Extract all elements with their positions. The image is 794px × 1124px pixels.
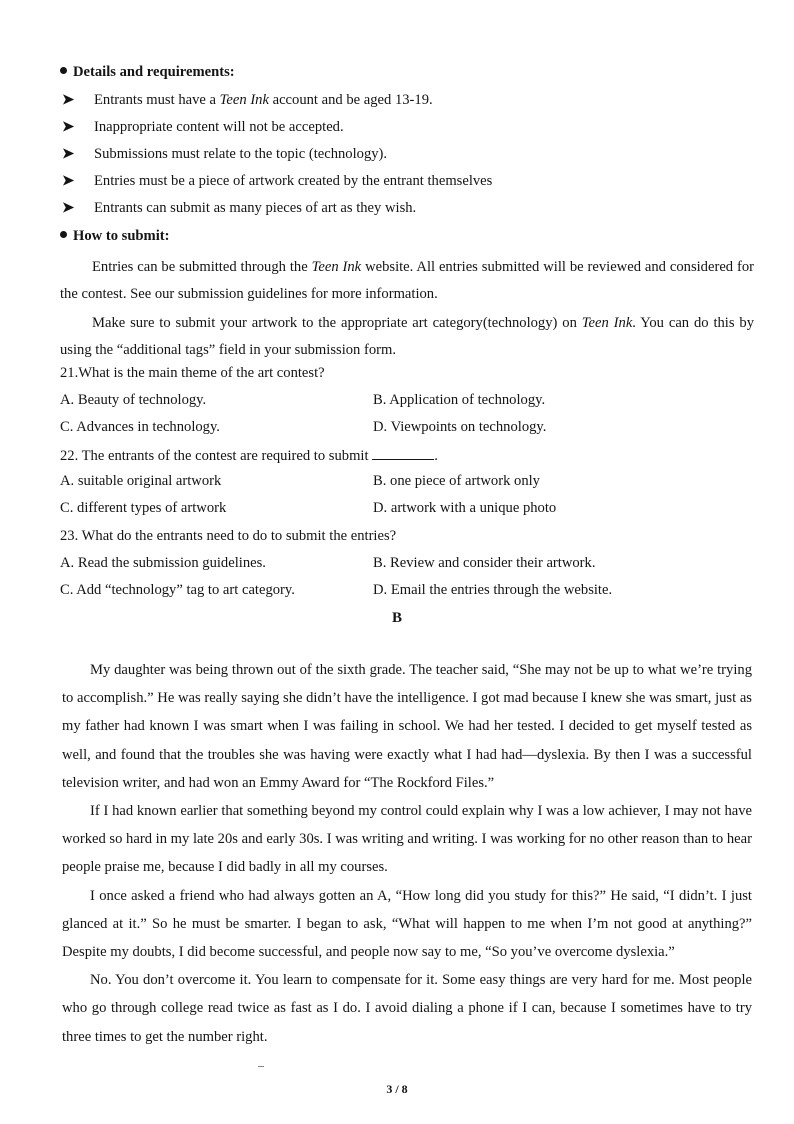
page-number: 3 / 8 xyxy=(386,1082,408,1096)
passage-paragraph: I once asked a friend who had always gotten an A, “How long did you study for this?” He said, “I didn’t. I just glanced at it.” So he must be smarter. I began to ask, “What will happen to me when I’m not good at anything?” Despite my doubts, I did become successful, and people now say to me, “So you’ve overcome dyslexia.” xyxy=(62,887,752,961)
requirement-item: ➤ Entrants must have a Teen Ink account and be aged 13-19. xyxy=(62,92,433,108)
passage-paragraph: No. You don’t overcome it. You learn to compensate for it. Some easy things are very hard for me. Most people who go through college read twice as fast as I do. I avoid dialing a phone if I can, because I sometimes have to try three times to get the number right. xyxy=(62,972,752,1045)
stray-mark xyxy=(258,1066,264,1067)
question-23-option-a[interactable]: A. Read the submission guidelines. xyxy=(60,555,266,571)
question-23-stem: 23. What do the entrants need to do to submit the entries? xyxy=(60,528,397,544)
question-21-option-b[interactable]: B. Application of technology. xyxy=(373,392,546,408)
arrow-icon: ➤ xyxy=(62,92,75,108)
bullet-icon xyxy=(60,231,67,238)
question-22-stem: 22. The entrants of the contest are required to submit . xyxy=(60,445,438,465)
requirement-item: ➤ Submissions must relate to the topic (technology). xyxy=(62,146,388,162)
question-23-option-c[interactable]: C. Add “technology” tag to art category. xyxy=(60,582,295,598)
question-21-option-c[interactable]: C. Advances in technology. xyxy=(60,419,220,435)
submit-paragraph-1: Entries can be submitted through the Teen Ink website. All entries submitted will be reviewed and considered for the contest. See our submission guidelines for more information. xyxy=(60,259,755,302)
question-23-option-b[interactable]: B. Review and consider their artwork. xyxy=(373,555,596,571)
requirement-item: ➤ Entries must be a piece of artwork created by the entrant themselves xyxy=(62,173,493,189)
question-22-option-a[interactable]: A. suitable original artwork xyxy=(60,473,222,489)
submit-paragraph-2: Make sure to submit your artwork to the appropriate art category(technology) on Teen Ink. You can do this by using the “additional tags” field in your submission form. xyxy=(60,315,755,358)
arrow-icon: ➤ xyxy=(62,173,75,189)
question-22-option-d[interactable]: D. artwork with a unique photo xyxy=(373,500,557,516)
question-22-option-b[interactable]: B. one piece of artwork only xyxy=(373,473,540,489)
question-23-option-d[interactable]: D. Email the entries through the website. xyxy=(373,582,613,598)
details-heading: Details and requirements: xyxy=(60,63,235,81)
question-22-option-c[interactable]: C. different types of artwork xyxy=(60,500,227,516)
question-21-option-d[interactable]: D. Viewpoints on technology. xyxy=(373,419,547,435)
question-21-stem: 21.What is the main theme of the art contest? xyxy=(60,365,325,381)
answer-blank xyxy=(372,445,434,460)
arrow-icon: ➤ xyxy=(62,146,75,162)
bullet-icon xyxy=(60,67,67,74)
passage-b xyxy=(62,656,752,1051)
question-21-option-a[interactable]: A. Beauty of technology. xyxy=(60,392,207,408)
submit-heading: How to submit: xyxy=(60,227,169,245)
passage-paragraph: If I had known earlier that something beyond my control could explain why I was a low achiever, I may not have worked so hard in my late 20s and early 30s. I was writing and writing. I was working for no other reason than to hear people praise me, because I did badly in all my courses. xyxy=(62,803,752,876)
requirement-item: ➤ Entrants can submit as many pieces of art as they wish. xyxy=(62,200,417,216)
requirement-item: ➤ Inappropriate content will not be accepted. xyxy=(62,119,344,135)
arrow-icon: ➤ xyxy=(62,200,75,216)
section-b-label: B xyxy=(391,610,402,626)
passage-paragraph: My daughter was being thrown out of the sixth grade. The teacher said, “She may not be up to what we’re trying to accomplish.” He was really saying she didn’t have the intelligence. I got mad because I knew she was smart, just as my father had known I was smart when I was failing in school. We had her tested. I decided to get myself tested as well, and found that the troubles she was having were exactly what I had had—dyslexia. By then I was a successful television writer, and had won an Emmy Award for “The Rockford Files.” xyxy=(62,662,752,791)
arrow-icon: ➤ xyxy=(62,119,75,135)
